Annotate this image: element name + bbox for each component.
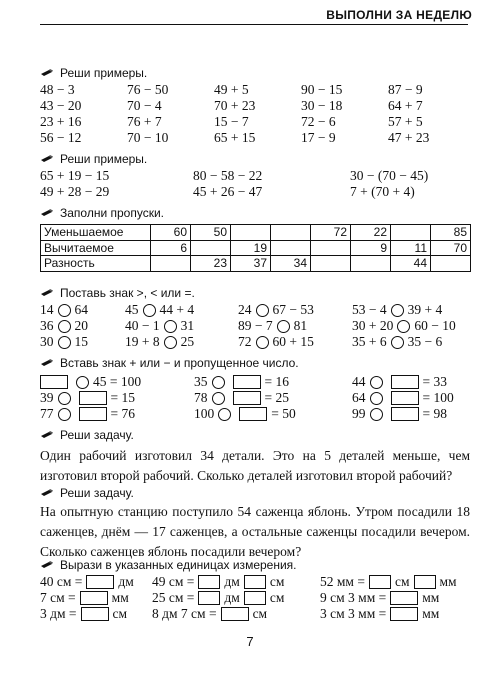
example: 90 − 15 <box>301 82 343 97</box>
example: 45 + 26 − 47 <box>193 184 263 199</box>
sign-circle[interactable] <box>370 392 383 405</box>
table-cell <box>231 225 271 241</box>
pencil-icon <box>40 488 54 498</box>
sign-circle[interactable] <box>58 392 71 405</box>
examples-row <box>40 114 475 130</box>
compare-circle[interactable] <box>58 304 71 317</box>
table-cell: 72 <box>311 225 351 241</box>
sign-exercise: 39 = 15 <box>40 390 135 405</box>
answer-box[interactable] <box>80 591 108 605</box>
task-text: На опытную станцию поступило 54 саженца яблонь. Утром посадили 18 саженцев, днём — 17 саженцев, а остальные саженцы посадили вечером. Сколько саженцев яблонь посадили вечером? <box>40 504 470 559</box>
example: 30 − 18 <box>301 98 343 113</box>
example: 49 + 28 − 29 <box>40 184 110 199</box>
section-8-heading <box>40 558 297 572</box>
comparison: 24 67 − 53 <box>238 302 314 317</box>
compare-circle[interactable] <box>164 336 177 349</box>
comparison: 30 + 20 60 − 10 <box>352 318 456 333</box>
example: 56 − 12 <box>40 130 82 145</box>
answer-box[interactable] <box>390 607 418 621</box>
table-cell <box>191 240 231 256</box>
answer-box[interactable] <box>239 407 267 421</box>
section-4-title: Поставь знак >, < или =. <box>60 286 195 300</box>
comparison: 53 − 4 39 + 4 <box>352 302 443 317</box>
section-7-heading <box>40 486 134 500</box>
pencil-icon <box>40 68 54 78</box>
section-3-heading <box>40 206 164 220</box>
answer-box[interactable] <box>391 375 419 389</box>
table-cell <box>351 256 391 272</box>
pencil-icon <box>40 208 54 218</box>
examples-row <box>40 98 475 114</box>
sign-circle[interactable] <box>218 408 231 421</box>
section-5-heading <box>40 356 299 370</box>
example: 57 + 5 <box>388 114 423 129</box>
example: 30 − (70 − 45) <box>350 168 429 183</box>
pencil-icon <box>40 154 54 164</box>
table-row <box>41 256 471 272</box>
table-cell: 19 <box>231 240 271 256</box>
pencil-icon <box>40 288 54 298</box>
answer-box[interactable] <box>244 591 266 605</box>
example: 70 − 10 <box>127 130 169 145</box>
table-cell: 50 <box>191 225 231 241</box>
answer-box[interactable] <box>79 391 107 405</box>
unit-exercise: 3 см 3 мм = мм <box>320 606 440 621</box>
example: 76 + 7 <box>127 114 162 129</box>
section-2-heading <box>40 152 147 166</box>
comparison: 14 64 <box>40 302 88 317</box>
sign-circle[interactable] <box>212 376 225 389</box>
table-cell: 22 <box>351 225 391 241</box>
comparison: 36 20 <box>40 318 88 333</box>
sign-exercise: 35 = 16 <box>194 374 289 389</box>
compare-circle[interactable] <box>256 304 269 317</box>
example: 43 − 20 <box>40 98 82 113</box>
answer-box[interactable] <box>390 591 418 605</box>
row-label: Разность <box>41 256 151 272</box>
comparison: 19 + 8 25 <box>125 334 195 349</box>
section-8-title: Вырази в указанных единицах измерения. <box>60 558 297 572</box>
comparison: 35 + 6 35 − 6 <box>352 334 443 349</box>
answer-box[interactable] <box>369 575 391 589</box>
table-cell <box>271 225 311 241</box>
unit-exercise: 49 см = дм см <box>152 574 285 589</box>
comparison: 40 − 1 31 <box>125 318 195 333</box>
answer-box[interactable] <box>40 375 68 389</box>
table-row <box>41 240 471 256</box>
example: 70 + 23 <box>214 98 256 113</box>
sign-exercise: 64 = 100 <box>352 390 454 405</box>
table-cell: 70 <box>431 240 471 256</box>
compare-circle[interactable] <box>256 336 269 349</box>
answer-box[interactable] <box>79 407 107 421</box>
section-2-title: Реши примеры. <box>60 152 148 166</box>
unit-exercise: 9 см 3 мм = мм <box>320 590 440 605</box>
page-header-title: ВЫПОЛНИ ЗА НЕДЕЛЮ <box>326 8 472 22</box>
sign-exercise: 99 = 98 <box>352 406 447 421</box>
example: 47 + 23 <box>388 130 430 145</box>
sign-exercise: 45 = 100 <box>40 374 141 390</box>
example: 23 + 16 <box>40 114 82 129</box>
row-label: Уменьшаемое <box>41 225 151 241</box>
compare-circle[interactable] <box>397 320 410 333</box>
example: 64 + 7 <box>388 98 423 113</box>
example: 15 − 7 <box>214 114 249 129</box>
examples-row <box>40 82 475 98</box>
compare-circle[interactable] <box>391 304 404 317</box>
example: 72 − 6 <box>301 114 336 129</box>
answer-box[interactable] <box>233 375 261 389</box>
unit-exercise: 40 см = дм <box>40 574 134 589</box>
comparison: 45 44 + 4 <box>125 302 195 317</box>
section-1-heading <box>40 66 147 80</box>
table-cell: 9 <box>351 240 391 256</box>
example: 76 − 50 <box>127 82 169 97</box>
compare-circle[interactable] <box>164 320 177 333</box>
section-1-title: Реши примеры. <box>60 66 148 80</box>
compare-circle[interactable] <box>58 336 71 349</box>
table-cell <box>151 256 191 272</box>
sign-circle[interactable] <box>212 392 225 405</box>
compare-circle[interactable] <box>391 336 404 349</box>
table-cell: 85 <box>431 225 471 241</box>
examples-row <box>40 130 475 146</box>
pencil-icon <box>40 560 54 570</box>
answer-box[interactable] <box>81 607 109 621</box>
example: 7 + (70 + 4) <box>350 184 415 199</box>
table-cell: 11 <box>391 240 431 256</box>
section-5-title: Вставь знак + или − и пропущенное число. <box>60 356 299 370</box>
unit-exercise: 7 см = мм <box>40 590 129 605</box>
unit-exercise: 25 см = дм см <box>152 590 285 605</box>
table-cell: 44 <box>391 256 431 272</box>
table-cell: 37 <box>231 256 271 272</box>
answer-box[interactable] <box>414 575 436 589</box>
example: 87 − 9 <box>388 82 423 97</box>
comparison: 72 60 + 15 <box>238 334 314 349</box>
sign-circle[interactable] <box>370 408 383 421</box>
pencil-icon <box>40 358 54 368</box>
table-cell <box>431 256 471 272</box>
unit-exercise: 3 дм = см <box>40 606 128 621</box>
answer-box[interactable] <box>198 591 220 605</box>
section-4-heading <box>40 286 195 300</box>
table-cell: 23 <box>191 256 231 272</box>
sign-exercise: 44 = 33 <box>352 374 447 389</box>
pencil-icon <box>40 430 54 440</box>
example: 65 + 15 <box>214 130 256 145</box>
table-cell <box>311 256 351 272</box>
table-cell <box>311 240 351 256</box>
table-cell <box>391 225 431 241</box>
answer-box[interactable] <box>198 575 220 589</box>
comparison: 89 − 7 81 <box>238 318 308 333</box>
example: 17 − 9 <box>301 130 336 145</box>
table-cell: 34 <box>271 256 311 272</box>
section-7-title: Реши задачу. <box>60 486 134 500</box>
unit-exercise: 8 дм 7 см = см <box>152 606 268 621</box>
table-cell: 6 <box>151 240 191 256</box>
sign-circle[interactable] <box>58 408 71 421</box>
table-row <box>41 225 471 241</box>
comparison: 30 15 <box>40 334 88 349</box>
answer-box[interactable] <box>244 575 266 589</box>
header-rule <box>40 24 468 25</box>
example: 48 − 3 <box>40 82 75 97</box>
section-3-title: Заполни пропуски. <box>60 206 164 220</box>
example: 65 + 19 − 15 <box>40 168 110 183</box>
task-text: Один рабочий изготовил 34 детали. Это на 5 деталей меньше, чем изготовил второй рабочий. Сколько деталей изготовил второй рабочий? <box>40 448 470 483</box>
example: 70 − 4 <box>127 98 162 113</box>
compare-circle[interactable] <box>143 304 156 317</box>
section-6-title: Реши задачу. <box>60 428 134 442</box>
section-6-heading <box>40 428 134 442</box>
sign-exercise: 78 = 25 <box>194 390 289 405</box>
unit-exercise: 52 мм = см мм <box>320 574 457 589</box>
sign-exercise: 100 = 50 <box>194 406 296 421</box>
page-number: 7 <box>246 634 254 649</box>
table-cell <box>271 240 311 256</box>
answer-box[interactable] <box>233 391 261 405</box>
answer-box[interactable] <box>391 391 419 405</box>
example: 49 + 5 <box>214 82 249 97</box>
compare-circle[interactable] <box>58 320 71 333</box>
answer-box[interactable] <box>86 575 114 589</box>
table-cell: 60 <box>151 225 191 241</box>
compare-circle[interactable] <box>277 320 290 333</box>
row-label: Вычитаемое <box>41 240 151 256</box>
sign-circle[interactable] <box>76 376 89 389</box>
fill-in-table <box>40 224 471 272</box>
answer-box[interactable] <box>391 407 419 421</box>
section-1-examples <box>40 82 475 146</box>
sign-exercise: 77 = 76 <box>40 406 135 421</box>
answer-box[interactable] <box>221 607 249 621</box>
sign-circle[interactable] <box>370 376 383 389</box>
example: 80 − 58 − 22 <box>193 168 263 183</box>
